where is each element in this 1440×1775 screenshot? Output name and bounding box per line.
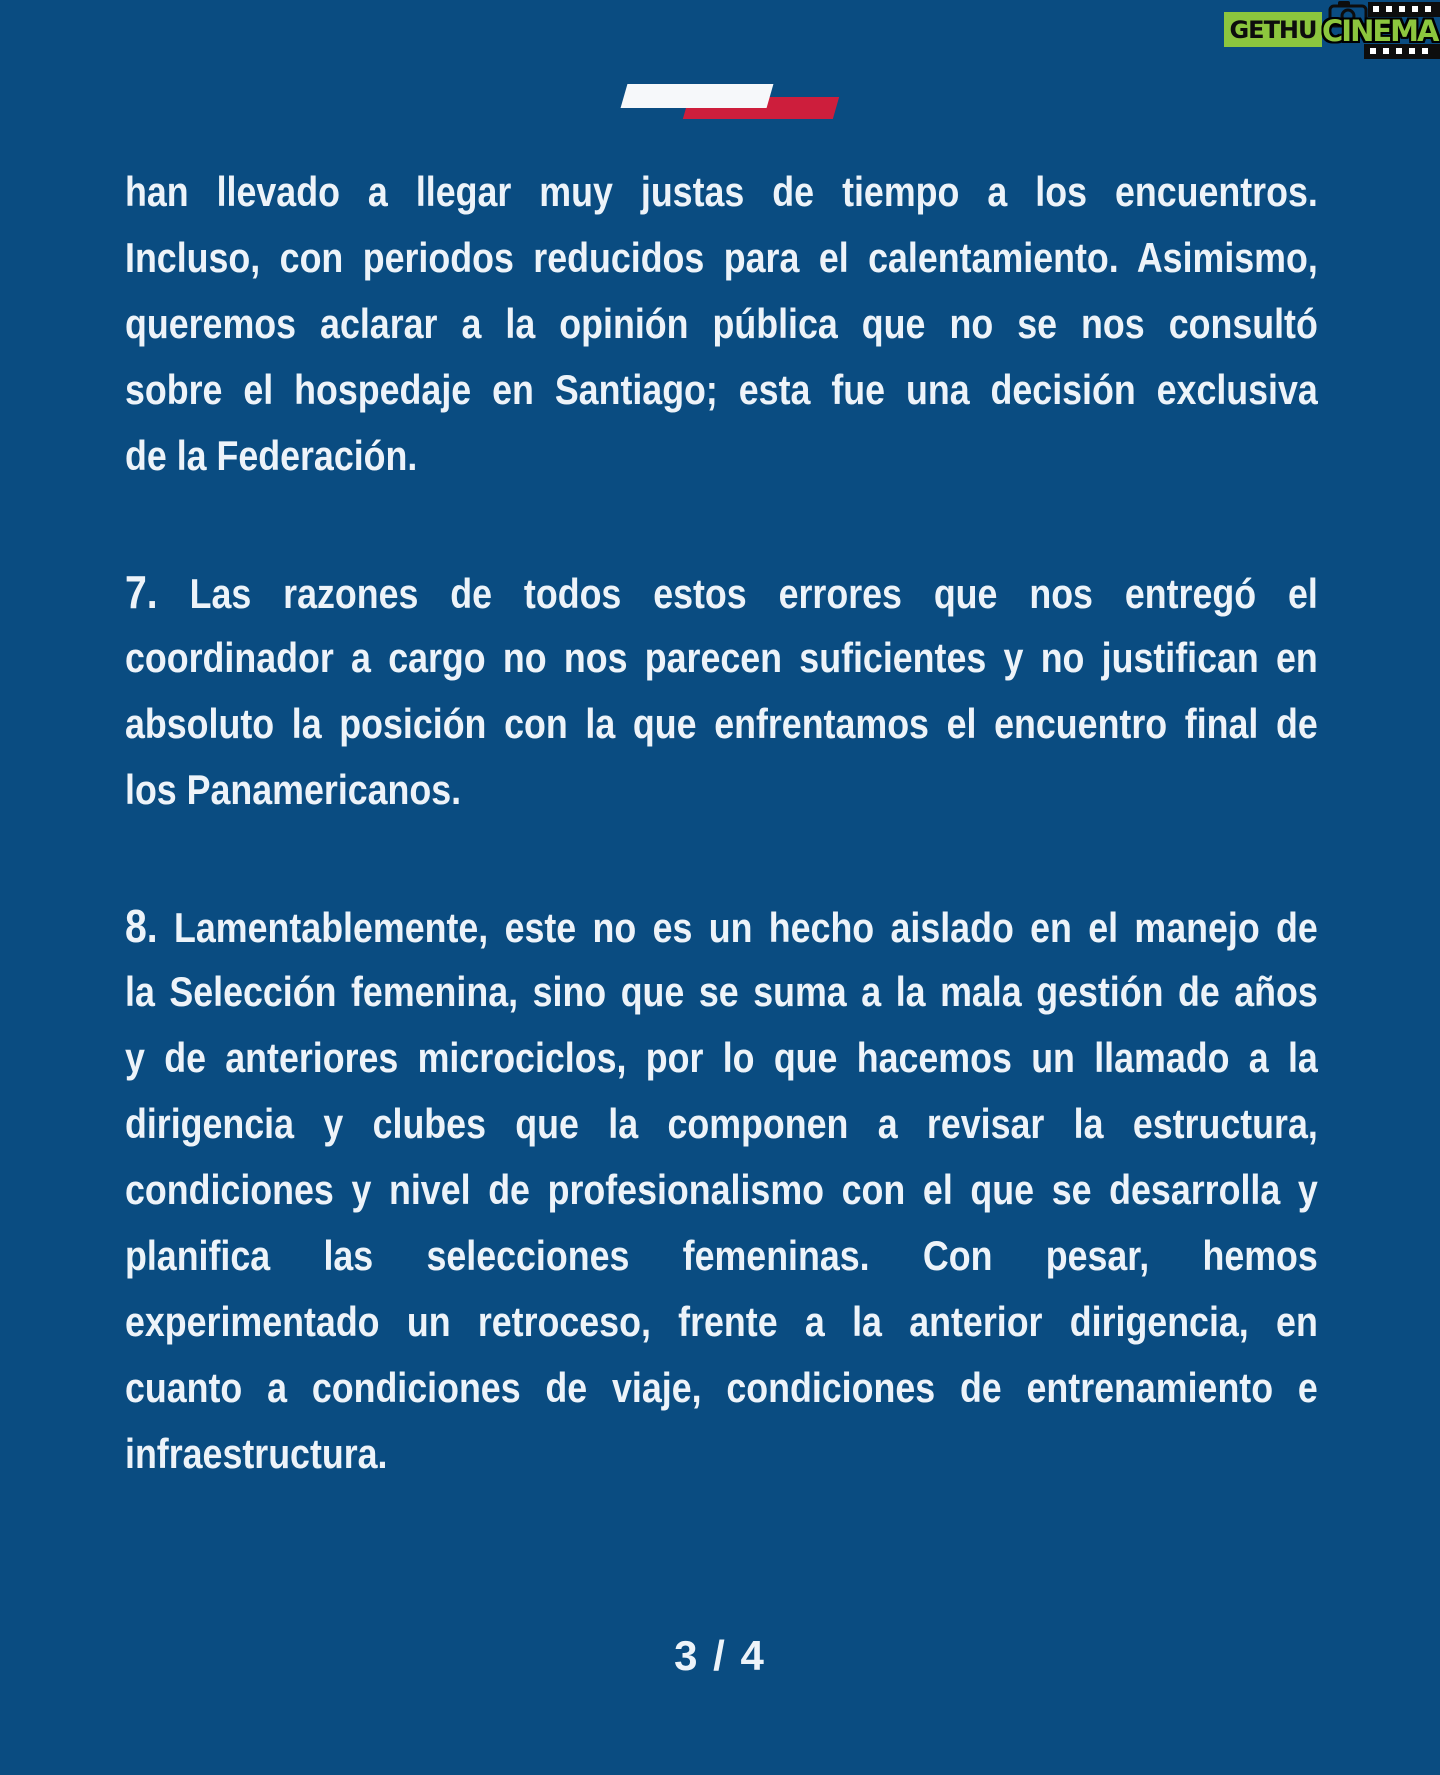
statement-line: absoluto la posición con la que enfrentamos el encuentro final de [125, 700, 1318, 747]
statement-line: experimentado un retroceso, frente a la anterior dirigencia, en [125, 1298, 1318, 1345]
statement-line: han llevado a llegar muy justas de tiempo a los encuentros. [125, 168, 1318, 215]
statement-line: la Selección femenina, sino que se suma a la mala gestión de años [125, 968, 1318, 1015]
statement-line: coordinador a cargo no nos parecen suficientes y no justifican en [125, 634, 1318, 681]
statement-line [125, 893, 1318, 959]
paragraph-8 [125, 893, 1318, 1487]
paragraph-number: 7. [125, 566, 158, 618]
statement-line: de la Federación. [125, 432, 418, 479]
paragraph-7 [125, 559, 1318, 823]
statement-line-text: Lamentablemente, este no es un hecho aislado en el manejo de [174, 904, 1318, 951]
statement-line: planifica las selecciones femeninas. Con pesar, hemos [125, 1232, 1318, 1279]
watermark-cinema-text: CINEMA [1322, 14, 1438, 48]
statement-line [125, 559, 1318, 625]
statement-line: condiciones y nivel de profesionalismo con el que se desarrolla y [125, 1166, 1318, 1213]
statement-text [125, 159, 1318, 1487]
statement-line: dirigencia y clubes que la componen a revisar la estructura, [125, 1100, 1318, 1147]
flag-logo [610, 78, 850, 124]
statement-line: queremos aclarar a la opinión pública que no se nos consultó [125, 300, 1318, 347]
flag-white-stripe [621, 84, 774, 108]
watermark-badge: GETHU [1224, 12, 1322, 47]
statement-line-text: Las razones de todos estos errores que nos entregó el [189, 570, 1318, 617]
statement-line: infraestructura. [125, 1430, 388, 1477]
watermark-gethucinema [1218, 0, 1440, 62]
paragraph-intro [125, 159, 1318, 489]
paragraph-number: 8. [125, 900, 158, 952]
statement-line: y de anteriores microciclos, por lo que hacemos un llamado a la [125, 1034, 1318, 1081]
page-indicator: 3 / 4 [674, 1632, 766, 1679]
statement-line: los Panamericanos. [125, 766, 462, 813]
statement-line: sobre el hospedaje en Santiago; esta fue una decisión exclusiva [125, 366, 1318, 413]
statement-line: Incluso, con periodos reducidos para el calentamiento. Asimismo, [125, 234, 1318, 281]
statement-line: cuanto a condiciones de viaje, condiciones de entrenamiento e [125, 1364, 1318, 1411]
